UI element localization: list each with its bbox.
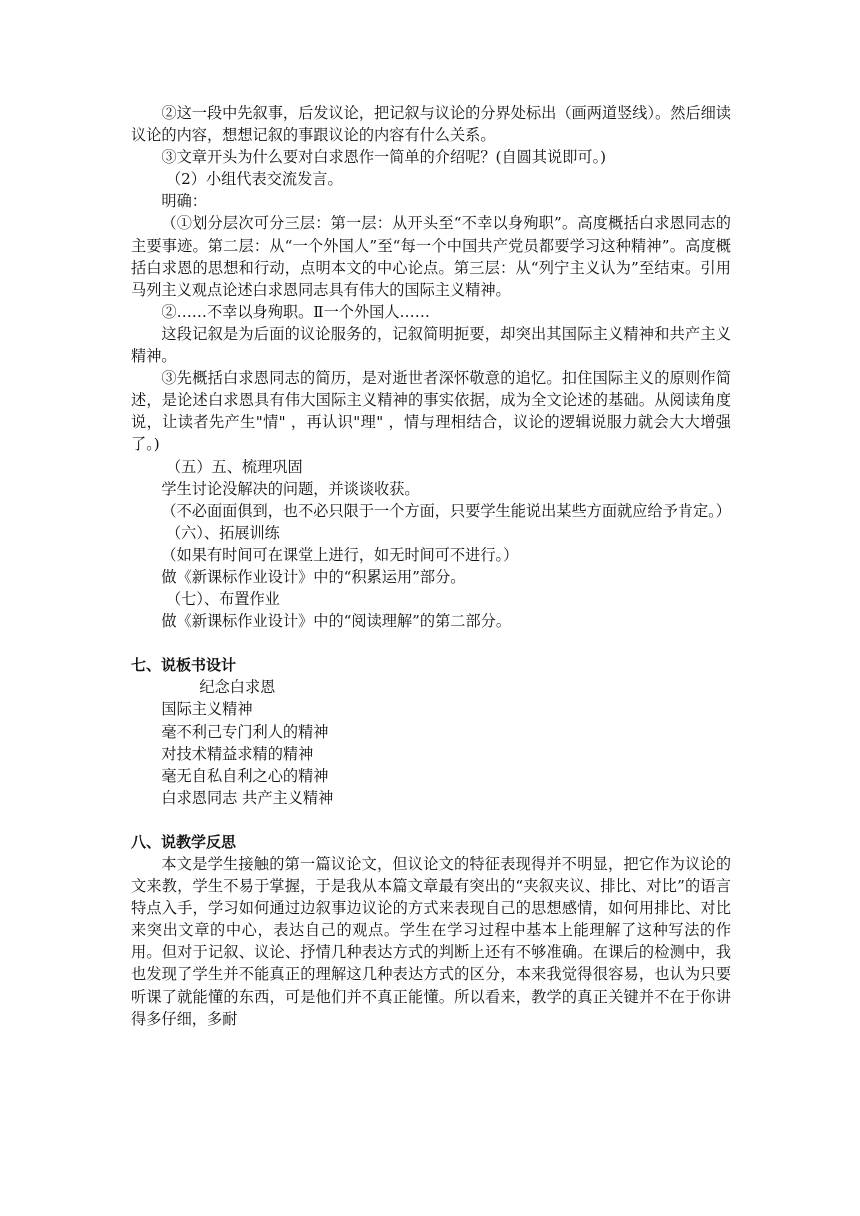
paragraph: 学生讨论没解决的问题，并谈谈收获。 xyxy=(161,479,420,498)
paragraph: ③先概括白求恩同志的简历，是对逝世者深怀敬意的追忆。扣住国际主义的原则作简述，是论述白求恩具有伟大国际主义精神的事实依据，成为全文论述的基础。从阅读角度说，让读者先产生"情" ，再认识"理" ，情与理相结合，议论的逻辑说服力就会大大增强了。) xyxy=(131,369,731,454)
paragraph: 做《新课标作业设计》中的“积累运用”部分。 xyxy=(161,567,466,586)
paragraph: （六）、拓展训练 xyxy=(165,523,280,542)
paragraph: （五）五、梳理巩固 xyxy=(165,457,303,476)
paragraph: （2）小组代表交流发言。 xyxy=(165,170,343,189)
spacer xyxy=(131,632,731,654)
board-line: 毫不利己专门利人的精神 xyxy=(161,722,329,741)
spacer xyxy=(131,809,731,831)
paragraph: （如果有时间可在课堂上进行，如无时间可不进行。） xyxy=(161,545,519,564)
board-line: 白求恩同志 共产主义精神 xyxy=(161,788,334,807)
paragraph: ②这一段中先叙事，后发议论，把记叙与议论的分界处标出（画两道竖线）。然后细读议论的内容，想想记叙的事跟议论的内容有什么关系。 xyxy=(131,104,731,145)
board-title: 纪念白求恩 xyxy=(199,678,276,697)
paragraph: （①划分层次可分三层：第一层：从开头至“不幸以身殉职”。高度概括白求恩同志的主要事迹。第二层：从“一个外国人”至“每一个中国共产党员都要学习这种精神”。高度概括白求恩的思想和行动，点明本文的中心论点。第三层：从“列宁主义认为”至结束。引用马列主义观点论述白求恩同志具有伟大的国际主义精神。 xyxy=(131,214,731,299)
paragraph: （不必面面俱到，也不必只限于一个方面，只要学生能说出某些方面就应给予肯定。） xyxy=(161,501,731,520)
paragraph: ②……不幸以身殉职。Ⅱ一个外国人…… xyxy=(161,302,430,321)
board-line: 国际主义精神 xyxy=(161,700,253,719)
reflection-paragraph: 本文是学生接触的第一篇议论文，但议论文的特征表现得并不明显，把它作为议论的文来教，学生不易于掌握，于是我从本篇文章最有突出的“夹叙夹议、排比、对比”的语言特点入手，学习如何通过边叙事边议论的方式来表现自己的思想感情，如何用排比、对比来突出文章的中心，表达自己的观点。学生在学习过程中基本上能理解了这种写法的作用。但对于记叙、议论、抒情几种表达方式的判断上还有不够准确。在课后的检测中，我也发现了学生并不能真正的理解这几种表达方式的区分，本来我觉得很容易，也认为只要听课了就能懂的东西，可是他们并不真正能懂。所以看来，教学的真正关键并不在于你讲得多仔细，多耐 xyxy=(131,855,731,1028)
paragraph: （七）、布置作业 xyxy=(165,590,280,609)
section-heading-reflection: 八、说教学反思 xyxy=(131,832,237,851)
document-body xyxy=(131,102,731,1030)
paragraph: 明确： xyxy=(161,192,207,211)
paragraph: 做《新课标作业设计》中的“阅读理解”的第二部分。 xyxy=(161,612,512,631)
section-heading-board-design: 七、说板书设计 xyxy=(131,656,237,675)
paragraph: 这段记叙是为后面的议论服务的，记叙简明扼要，却突出其国际主义精神和共产主义精神。 xyxy=(131,324,731,366)
board-line: 毫无自私自利之心的精神 xyxy=(161,766,329,785)
board-line: 对技术精益求精的精神 xyxy=(161,744,314,763)
paragraph: ③文章开头为什么要对白求恩作一简单的介绍呢？(自圆其说即可。) xyxy=(161,148,607,167)
